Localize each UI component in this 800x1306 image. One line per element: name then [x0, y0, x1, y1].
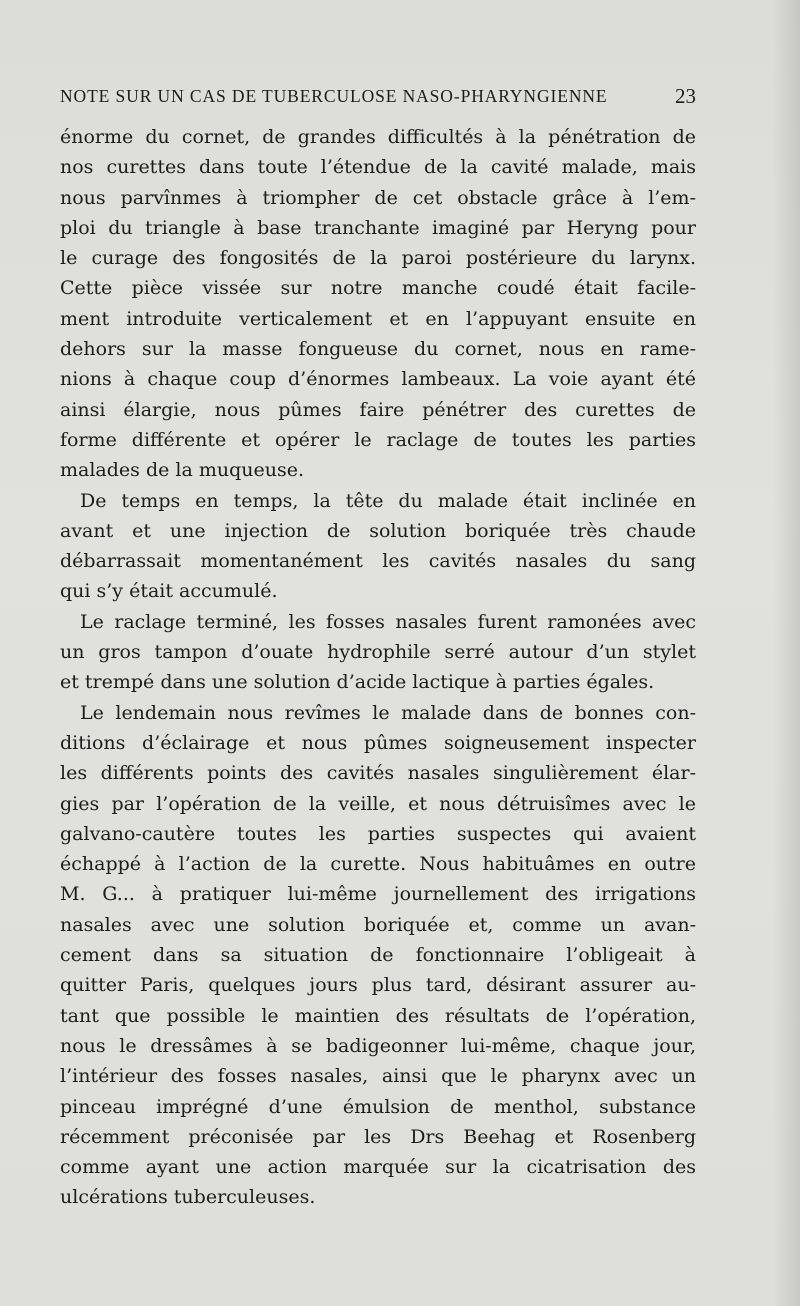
running-title: NOTE SUR UN CAS DE TUBERCULOSE NASO-PHARYNGIENNE — [60, 86, 608, 106]
text-line: pinceau imprégné d’une émulsion de menthol, substance — [60, 1095, 696, 1118]
text-line: échappé à l’action de la curette. Nous habituâmes en outre — [60, 853, 696, 876]
text-line: cement dans sa situation de fonctionnaire l’obligeait à — [60, 944, 696, 967]
text-line: galvano-cautère toutes les parties suspectes qui avaient — [60, 822, 696, 845]
running-head — [60, 86, 696, 114]
text-line: débarrassait momentanément les cavités nasales du sang — [60, 550, 696, 573]
page-number: 23 — [675, 84, 696, 108]
text-line: nos curettes dans toute l’étendue de la cavité malade, mais — [60, 156, 696, 179]
text-line: avant et une injection de solution boriquée très chaude — [60, 519, 696, 542]
text-line: malades de la muqueuse. — [60, 459, 305, 482]
paragraph — [60, 122, 696, 486]
text-line: récemment préconisée par les Drs Beehag et Rosenberg — [60, 1125, 696, 1148]
paragraph — [60, 486, 696, 607]
text-line: un gros tampon d’ouate hydrophile serré autour d’un stylet — [60, 641, 696, 664]
text-line: quitter Paris, quelques jours plus tard, désirant assurer au- — [60, 974, 696, 997]
text-line: nous le dressâmes à se badigeonner lui-même, chaque jour, — [60, 1034, 696, 1057]
text-line: De temps en temps, la tête du malade était inclinée en — [80, 489, 696, 512]
text-line: ainsi élargie, nous pûmes faire pénétrer des curettes de — [60, 398, 696, 421]
text-line: tant que possible le maintien des résultats de l’opération, — [60, 1004, 696, 1027]
text-line: l’intérieur des fosses nasales, ainsi que le pharynx avec un — [60, 1065, 696, 1088]
text-line: M. G... à pratiquer lui-même journellement des irrigations — [60, 883, 696, 906]
text-line: énorme du cornet, de grandes difficultés à la pénétration de — [60, 126, 696, 148]
text-line: ploi du triangle à base tranchante imaginé par Heryng pour — [60, 216, 696, 239]
text-line: ment introduite verticalement et en l’appuyant ensuite en — [60, 307, 696, 330]
text-line: gies par l’opération de la veille, et nous détruisîmes avec le — [60, 792, 696, 815]
text-line: nasales avec une solution boriquée et, comme un avan- — [60, 913, 696, 936]
text-line: Le raclage terminé, les fosses nasales furent ramonées avec — [80, 610, 696, 633]
paragraph — [60, 607, 696, 698]
text-line: le curage des fongosités de la paroi postérieure du larynx. — [60, 247, 696, 270]
text-line: Le lendemain nous revîmes le malade dans de bonnes con- — [80, 701, 696, 724]
text-line: forme différente et opérer le raclage de toutes les parties — [60, 428, 696, 451]
text-line: ulcérations tuberculeuses. — [60, 1186, 316, 1209]
text-line: qui s’y était accumulé. — [60, 580, 278, 603]
paragraph — [60, 698, 696, 1213]
text-line: dehors sur la masse fongueuse du cornet, nous en rame- — [60, 338, 696, 361]
text-line: les différents points des cavités nasales singulièrement élar- — [60, 762, 696, 785]
text-line: ditions d’éclairage et nous pûmes soigneusement inspecter — [60, 731, 696, 754]
text-line: comme ayant une action marquée sur la cicatrisation des — [60, 1156, 696, 1179]
text-line: nous parvînmes à triompher de cet obstacle grâce à l’em- — [60, 186, 696, 209]
text-line: et trempé dans une solution d’acide lactique à parties égales. — [60, 671, 655, 694]
text-line: Cette pièce vissée sur notre manche coudé était facile- — [60, 277, 696, 300]
text-line: nions à chaque coup d’énormes lambeaux. La voie ayant été — [60, 368, 696, 391]
body-text — [60, 122, 696, 1213]
